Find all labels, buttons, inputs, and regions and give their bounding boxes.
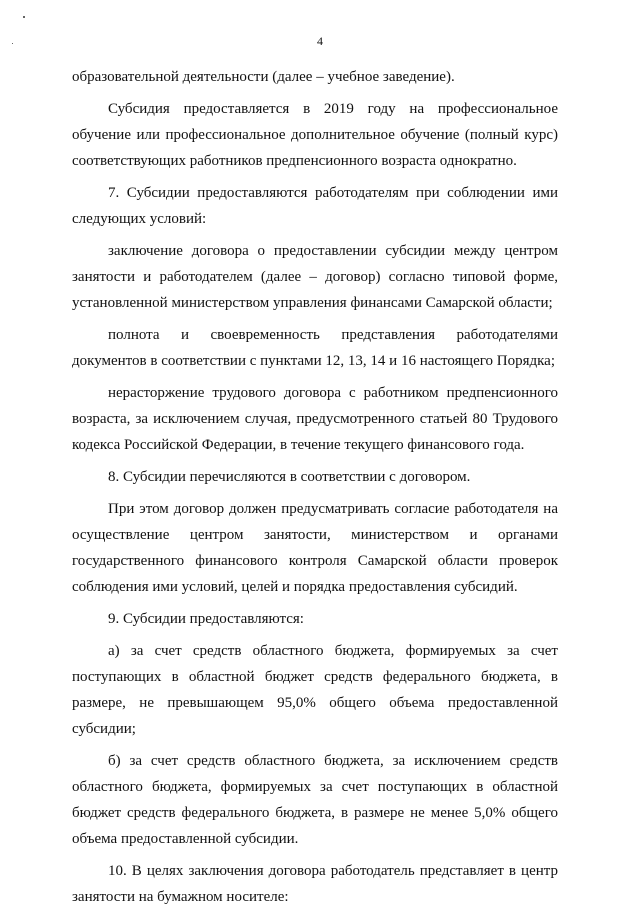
page-number: 4 xyxy=(317,34,323,48)
paragraph-subsidy-year: Субсидия предоставляется в 2019 году на профессиональное обучение или профессиональное дополнительное обучение (полный курс) соответствующих работников предпенсионного возраста однократно. xyxy=(72,101,558,169)
paragraph-item-7: 7. Субсидии предоставляются работодателям при соблюдении ими следующих условий: xyxy=(72,185,558,227)
paragraph-condition-contract: заключение договора о предоставлении субсидии между центром занятости и работодателем (далее – договор) согласно типовой форме, установленной министерством управления финансами Самарской области; xyxy=(72,243,558,311)
paragraph-consent: При этом договор должен предусматривать согласие работодателя на осуществление центром занятости, министерством и органами государственного финансового контроля Самарской области проверок соблюдения ими условий, целей и порядка предоставления субсидий. xyxy=(72,501,558,595)
paragraph-item-8: 8. Субсидии перечисляются в соответствии с договором. xyxy=(108,469,471,485)
paragraph-condition-employment: нерасторжение трудового договора с работником предпенсионного возраста, за исключением случая, предусмотренного статьей 80 Трудового кодекса Российской Федерации, в течение текущего финансового года. xyxy=(72,385,558,453)
paragraph-continuation: образовательной деятельности (далее – учебное заведение). xyxy=(72,69,455,85)
paragraph-condition-documents: полнота и своевременность представления работодателями документов в соответствии с пунктами 12, 13, 14 и 16 настоящего Порядка; xyxy=(72,327,558,369)
scan-speck xyxy=(23,16,25,18)
paragraph-item-9a: а) за счет средств областного бюджета, формируемых за счет поступающих в областной бюджет средств федерального бюджета, в размере, не превышающем 95,0% общего объема предоставленной субсидии; xyxy=(72,643,558,737)
paragraph-item-9: 9. Субсидии предоставляются: xyxy=(108,611,304,627)
paragraph-item-9b: б) за счет средств областного бюджета, за исключением средств областного бюджета, формируемых за счет поступающих в областной бюджет средств федерального бюджета, в размере не менее 5,0% общего объема предоставленной субсидии. xyxy=(72,753,558,847)
document-body xyxy=(72,64,558,910)
paragraph-item-10: 10. В целях заключения договора работодатель представляет в центр занятости на бумажном носителе: xyxy=(72,863,558,905)
